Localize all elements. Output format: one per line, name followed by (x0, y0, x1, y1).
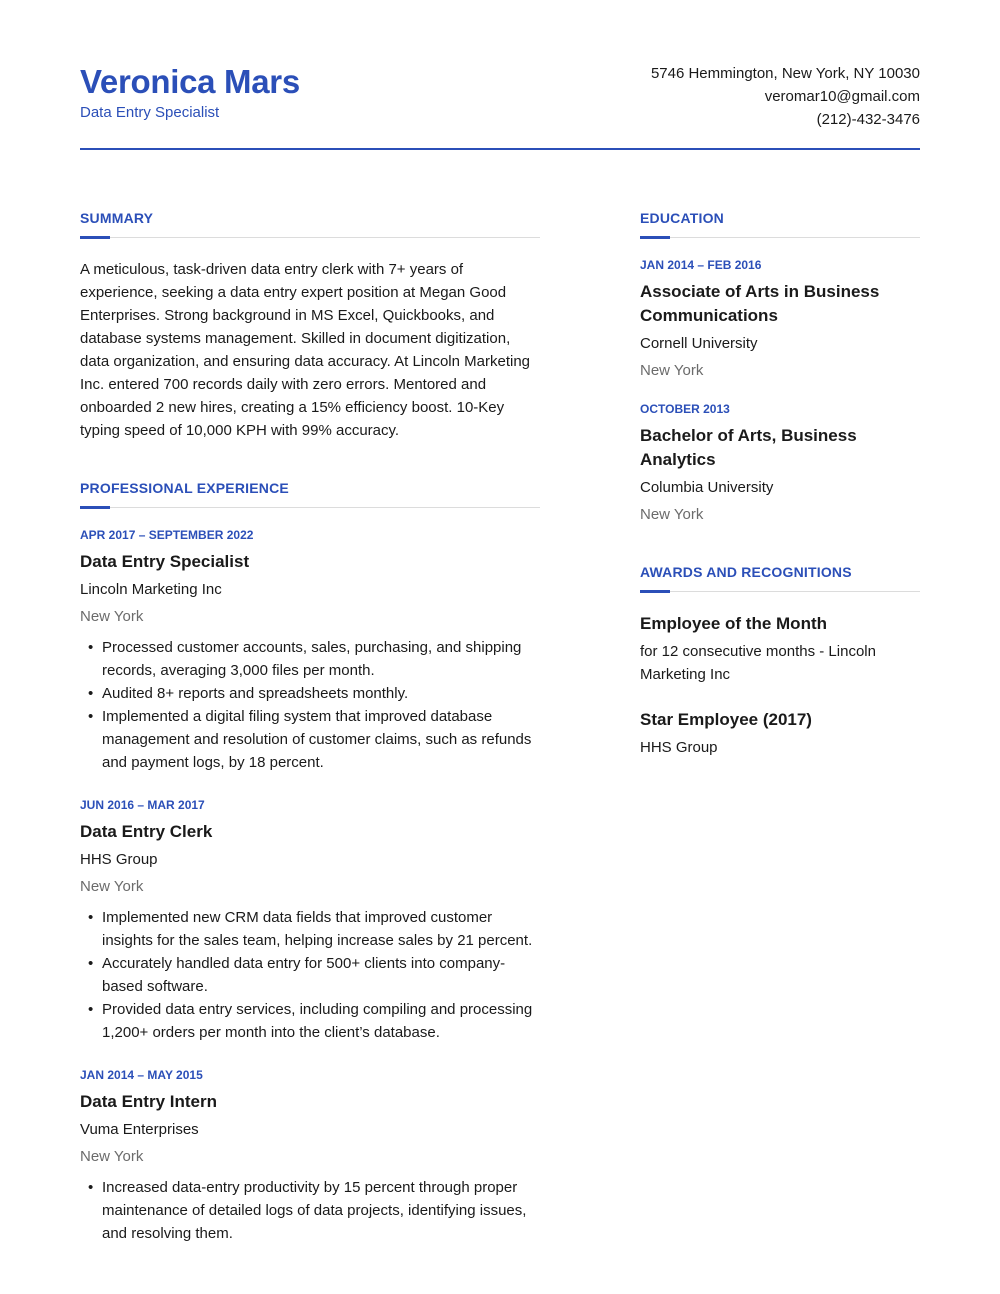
section-divider (80, 236, 540, 238)
summary-text: A meticulous, task-driven data entry clerk with 7+ years of experience, seeking a data entry expert position at Megan Good Enterprises. Strong background in MS Excel, Quickbooks, and database systems management. Skilled in document digitization, data organization, and ensuring data accuracy. At Lincoln Marketing Inc. entered 700 records daily with zero errors. Mentored and onboarded 2 new hires, creating a 15% efficiency boost. 10-Key typing speed of 10,000 KPH with 99% accuracy. (80, 261, 530, 439)
job-entry (80, 798, 540, 1044)
job-entry (80, 528, 540, 774)
job-date: APR 2017 – SEPTEMBER 2022 (80, 528, 254, 542)
job-title: Data Entry Specialist (80, 552, 250, 571)
education-school: Cornell University (640, 335, 758, 352)
section-divider (640, 590, 920, 592)
awards-section (640, 564, 920, 759)
education-date: OCTOBER 2013 (640, 402, 730, 416)
award-entry (640, 612, 920, 686)
education-location: New York (640, 362, 704, 379)
candidate-role: Data Entry Specialist (80, 104, 220, 121)
job-location: New York (80, 1148, 144, 1165)
contact-email: veromar10@gmail.com (764, 88, 920, 105)
job-title: Data Entry Intern (80, 1092, 217, 1111)
job-bullets (80, 636, 540, 774)
job-bullets (80, 906, 540, 1044)
summary-heading: SUMMARY (80, 210, 154, 226)
education-entry (640, 402, 920, 526)
job-bullet: • Implemented a digital filing system that improved database management and resolution of customer claims, such as refunds and payment logs, by 18 percent. (80, 705, 540, 774)
right-column (640, 210, 920, 759)
job-bullet: • Increased data-entry productivity by 15 percent through proper maintenance of detailed logs of data projects, identifying issues, and resolving them. (80, 1176, 540, 1245)
education-school: Columbia University (640, 479, 774, 496)
job-company: Vuma Enterprises (80, 1121, 199, 1138)
education-entry (640, 258, 920, 382)
job-bullets (80, 1176, 540, 1245)
award-description: HHS Group (640, 739, 718, 756)
award-description: for 12 consecutive months - Lincoln Marketing Inc (640, 643, 876, 683)
section-divider (80, 506, 540, 508)
contact-phone: (212)-432-3476 (816, 111, 920, 128)
education-heading: EDUCATION (640, 210, 724, 226)
resume-header (80, 62, 920, 150)
job-location: New York (80, 608, 144, 625)
job-bullet: • Provided data entry services, including compiling and processing 1,200+ orders per month into the client’s database. (80, 998, 540, 1044)
summary-section (80, 210, 540, 442)
job-title: Data Entry Clerk (80, 822, 213, 841)
job-entry (80, 1068, 540, 1245)
job-location: New York (80, 878, 144, 895)
job-date: JUN 2016 – MAR 2017 (80, 798, 205, 812)
job-company: HHS Group (80, 851, 158, 868)
award-title: Employee of the Month (640, 614, 827, 633)
experience-heading: PROFESSIONAL EXPERIENCE (80, 480, 289, 496)
left-column (80, 210, 540, 1245)
education-location: New York (640, 506, 704, 523)
awards-heading: AWARDS AND RECOGNITIONS (640, 564, 852, 580)
contact-address: 5746 Hemmington, New York, NY 10030 (650, 65, 920, 82)
job-bullet: • Processed customer accounts, sales, purchasing, and shipping records, averaging 3,000 files per month. (80, 636, 540, 682)
candidate-name: Veronica Mars (80, 63, 300, 100)
job-company: Lincoln Marketing Inc (80, 581, 222, 598)
job-date: JAN 2014 – MAY 2015 (80, 1068, 203, 1082)
contact-info (651, 62, 920, 131)
section-divider (640, 236, 920, 238)
education-section (640, 210, 920, 526)
job-bullet: • Audited 8+ reports and spreadsheets monthly. (80, 682, 540, 705)
award-entry (640, 708, 920, 759)
education-date: JAN 2014 – FEB 2016 (640, 258, 762, 272)
job-bullet: • Accurately handled data entry for 500+ clients into company-based software. (80, 952, 540, 998)
experience-section (80, 480, 540, 1245)
education-degree: Bachelor of Arts, Business Analytics (640, 426, 857, 469)
job-bullet: • Implemented new CRM data fields that improved customer insights for the sales team, helping increase sales by 21 percent. (80, 906, 540, 952)
award-title: Star Employee (2017) (640, 710, 812, 729)
education-degree: Associate of Arts in Business Communications (640, 282, 880, 325)
